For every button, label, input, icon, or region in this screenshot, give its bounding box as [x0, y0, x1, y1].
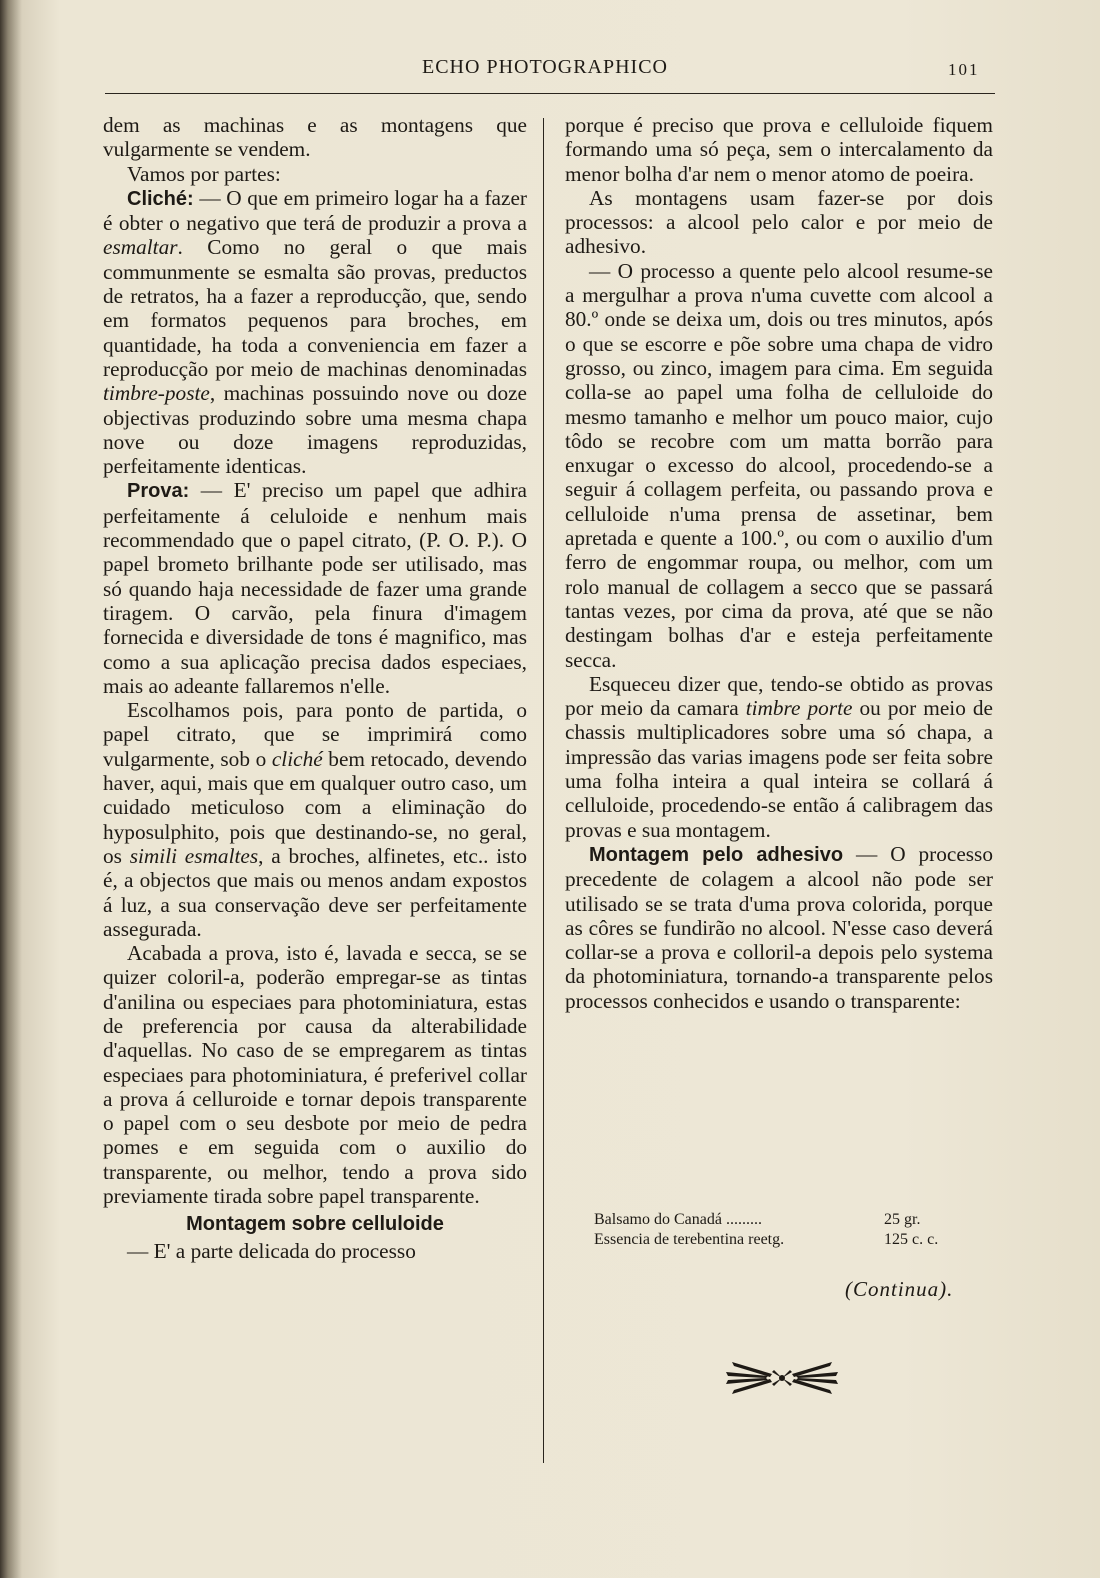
paragraph-text: , machinas possuindo nove ou doze objectivas produzindo sobre uma mesma chapa nove ou doze imagens reproduzidas, perfeitamente identicas. — [103, 381, 527, 479]
paragraph: — O processo a quente pelo alcool resume-se a mergulhar a prova n'uma cuvette com alcool a 80.º onde se deixa um, dois ou tres minutos, após o que se escorre e põe sobre uma chapa de vidro grosso, ou zinco, imagem para cima. Em seguida colla-se ao papel uma folha de celluloide do mesmo tamanho e melhor um pouco maior, cujo tôdo se recobre com um matta borrão para enxugar o excesso do alcool, procedendo-se a seguir á collagem perfeita, ou passando prova e celluloide n'uma prensa de assetinar, bem apretada e quente a 100.º, ou com o auxilio d'um ferro de engommar roupa, ou melhor, com um rolo manual de collagem a secco que se passará tantas vezes, por cima da prova, até que se não destingam bolhas d'ar e esteja perfeitamente secca. — [565, 258, 993, 672]
italic-term: cliché — [271, 746, 323, 771]
paragraph-prova — [103, 478, 527, 698]
paragraph: porque é preciso que prova e celluloide fiquem formando uma só peça, sem o intercalamento da menor bolha d'ar nem o menor atomo de poeira. — [565, 113, 993, 186]
header-rule — [105, 93, 995, 94]
italic-term: timbre-poste — [103, 381, 210, 406]
paragraph: As montagens usam fazer-se por dois processos: a alcool pelo calor e por meio de adhesivo. — [565, 185, 993, 259]
recipe-item: Essencia de terebentina reetg. — [594, 1231, 785, 1248]
italic-term: simili esmaltes — [129, 843, 259, 868]
paragraph-text: — O processo precedente de colagem a alcool não pode ser utilisado se se trata d'uma prova colorida, porque as côres se fundirão no alcool. N'esse caso deverá collar-se a prova e colloril-a depois pelo systema da photominiatura, tornando-a transparente pelos processos conhecidos e usando o transparente: — [565, 841, 993, 1013]
recipe-item: Balsamo do Canadá ......... — [594, 1211, 762, 1228]
ornament-icon — [722, 1360, 842, 1396]
paragraph-text: — E' preciso um papel que adhira perfeitamente á celuloide e nenhum mais recommendado que o papel citrato, (P. O. P.). O papel brometo brilhante pode ser utilisado, mas só quando haja necessidade de fazer uma grande tiragem. O carvão, pela finura d'imagem fornecida e diversidade de tons é magnifico, mas como a sua aplicação precisa dados especiaes, mais ao adeante fallaremos n'elle. — [103, 478, 527, 698]
continua-note: (Continua). — [845, 1277, 954, 1301]
column-divider — [543, 118, 544, 1463]
right-column — [565, 113, 993, 1013]
paragraph-text: . Como no geral o que mais communmente se esmalta são provas, preductos de retratos, ha a fazer a reproducção, que, sendo em formatos pequenos para broches, em quantidade, ha toda a conveniencia em fazer a reproducção por meio de machinas denominadas — [103, 235, 527, 381]
paragraph-text: bem retocado, devendo haver, aqui, mais que em qualquer outro caso, um cuidado meticuloso com a eliminação do hyposulphito, pois que destinando-se, no geral, os — [103, 746, 527, 868]
recipe-row — [594, 1210, 964, 1230]
recipe-amount: 125 c. c. — [884, 1231, 939, 1248]
paragraph-text: Esqueceu dizer que, tendo-se obtido as provas por meio da camara — [565, 671, 993, 721]
page-number: 101 — [948, 60, 980, 79]
recipe-table — [594, 1210, 964, 1250]
paragraph: Vamos por partes: — [127, 161, 281, 186]
inline-heading-adhesivo: Montagem pelo adhesivo — [589, 843, 844, 866]
italic-term: esmaltar — [103, 235, 178, 260]
paragraph — [103, 698, 527, 941]
paragraph: dem as machinas e as montagens que vulgarmente se vendem. — [103, 113, 527, 162]
paragraph-text: — O que em primeiro logar ha a fazer é obter o negativo que terá de produzir a prova a — [103, 185, 527, 236]
inline-heading-prova: Prova: — [127, 480, 190, 503]
section-heading: Montagem sobre celluloide — [186, 1213, 444, 1236]
inline-heading-cliche: Cliché: — [127, 187, 194, 210]
paragraph-text: Escolhamos pois, para ponto de partida, o papel citrato, que se imprimirá como vulgarmente, sob o — [103, 698, 527, 771]
paragraph — [565, 672, 993, 842]
running-header-title: ECHO PHOTOGRAPHICO — [422, 56, 668, 78]
paragraph-cliche — [103, 186, 527, 479]
paragraph-adhesivo — [565, 842, 993, 1013]
paragraph-text: , a broches, alfinetes, etc.. isto é, a objectos que mais ou menos andam expostos á luz, a sua conservação deve ser perfeitamente assegurada. — [103, 843, 527, 941]
left-column — [103, 113, 527, 1263]
paragraph: Acabada a prova, isto é, lavada e secca, se se quizer coloril-a, poderão empregar-se as tintas d'anilina ou especiaes para photominiatura, estas de preferencia por causa da alterabilidade d'aquellas. No caso de se empregarem as tintas especiaes para photominiatura, é preferivel collar a prova á celluroide e tornar depois transparente o papel com o seu desbote por meio de pedra pomes e em seguida com o auxilio do transparente, ou melhor, tendo a prova sido previamente tirada sobre papel transparente. — [103, 941, 527, 1209]
recipe-amount: 25 gr. — [884, 1211, 921, 1228]
paragraph: — E' a parte delicada do processo — [127, 1238, 416, 1263]
recipe-row — [594, 1230, 964, 1250]
italic-term: timbre porte — [745, 696, 853, 721]
paragraph-text: ou por meio de chassis multiplicadores sobre uma só chapa, a impressão das varias imagens pode ser feita sobre uma folha inteira a qual inteira se collará á celluloide, procedendo-se então á calibragem das provas e sua montagem. — [565, 696, 994, 842]
